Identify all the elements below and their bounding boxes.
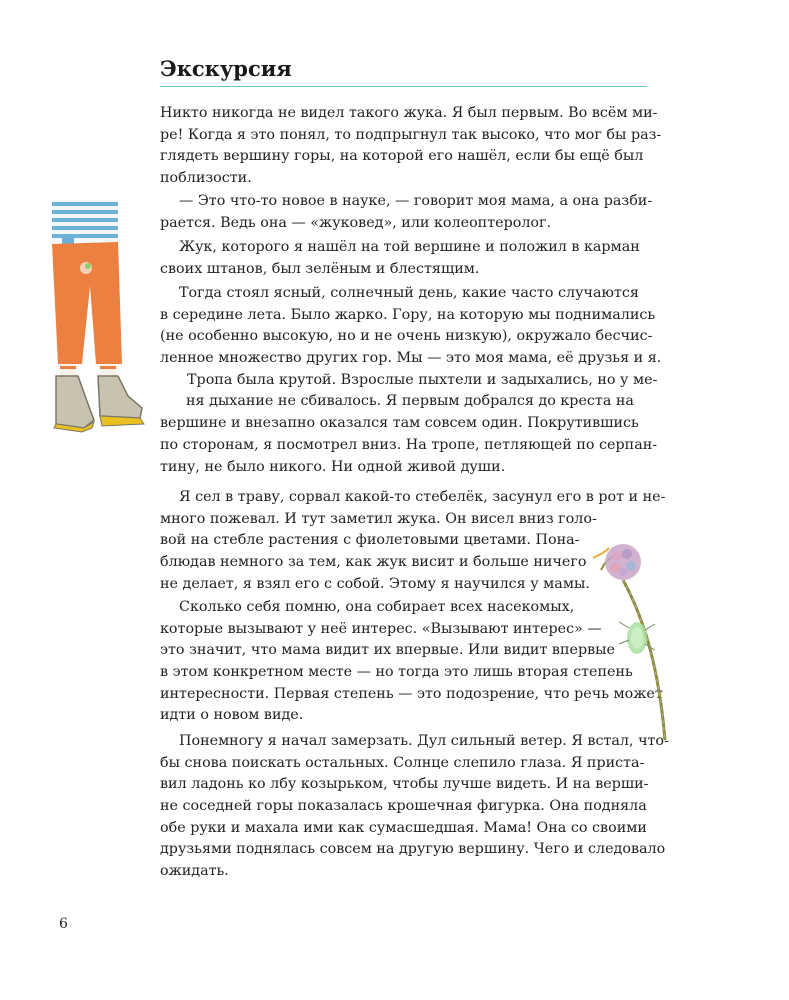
paragraph-5 [160,487,666,595]
text-line: Жук, которого я нашёл на той вершине и положил в карман [179,239,640,255]
text-line: — Это что-то новое в науке, — говорит моя мама, а она разби- [179,193,653,209]
boy-legs-illustration [44,196,164,436]
text-line: вил ладонь ко лбу козырьком, чтобы лучше видеть. И на верши- [160,776,649,793]
text-line: не делает, я взял его с собой. Этому я научился у мамы. [160,575,590,592]
title-rule [160,86,647,87]
paragraph-1 [160,103,662,190]
text-line: ня дыхание не сбивалось. Я первым добрался до креста на [186,393,634,410]
paragraph-3 [160,237,647,280]
text-line: глядеть вершину горы, на которой его нашёл, если бы ещё был [160,148,644,165]
text-line: (не особенно высокую, но и не очень низкую), окружало бесчис- [160,328,653,345]
page-number: 6 [59,916,68,932]
text-line: ре! Когда я это понял, то подпрыгнул так высоко, что мог бы раз- [160,126,662,143]
text-line: интересности. Первая степень — это подозрение, что речь может [160,685,663,702]
text-line: не соседней горы показалась крошечная фигурка. Она подняла [160,798,647,815]
text-line: ленное множество других гор. Мы — это моя мама, её друзья и я. [160,350,662,367]
text-line: тину, не было никого. Ни одной живой души. [160,458,506,475]
text-line: Я сел в траву, сорвал какой-то стебелёк, засунул его в рот и не- [179,489,666,505]
paragraph-4 [160,283,662,478]
text-line: в середине лета. Было жарко. Гору, на которую мы поднимались [160,306,656,323]
text-line: Тогда стоял ясный, солнечный день, какие часто случаются [179,285,639,301]
text-line: которые вызывают у неё интерес. «Вызывают интерес» — [160,620,602,637]
paragraph-6 [160,597,663,727]
text-line: блюдав немного за тем, как жук висит и больше ничего [160,554,587,571]
text-line: Сколько себя помню, она собирает всех насекомых, [179,599,575,615]
text-line: поблизости. [160,170,252,187]
text-line: обе руки и махала ими как сумасшедшая. Мама! Она со своими [160,819,647,836]
text-line: по сторонам, я посмотрел вниз. На тропе, петляющей по серпан- [160,436,658,453]
chapter-title: Экскурсия [160,56,292,81]
text-line: вой на стебле растения с фиолетовыми цветами. Пона- [160,532,580,549]
text-line: Тропа была крутой. Взрослые пыхтели и задыхались, но у ме- [187,371,658,388]
text-line: много пожевал. И тут заметил жука. Он висел вниз голо- [160,510,597,527]
text-line: ожидать. [160,863,229,880]
text-line: Понемногу я начал замерзать. Дул сильный ветер. Я встал, что- [179,733,669,749]
text-line: друзьями поднялась совсем на другую вершину. Чего и следовало [160,841,666,858]
text-line: Никто никогда не видел такого жука. Я был первым. Во всём ми- [160,105,658,121]
flower-with-beetle-illustration [585,540,675,740]
text-line: идти о новом виде. [160,707,304,724]
text-line: в этом конкретном месте — но тогда это лишь вторая степень [160,664,633,681]
text-line: рается. Ведь она — «жуковед», или колеоптеролог. [160,214,552,231]
paragraph-7 [160,731,669,883]
text-line: вершине и внезапно оказался там совсем один. Покрутившись [160,415,639,432]
text-line: бы снова поискать остальных. Солнце слепило глаза. Я приста- [160,754,645,771]
text-line: своих штанов, был зелёным и блестящим. [160,260,480,277]
paragraph-2 [160,191,653,234]
text-line: это значит, что мама видит их впервые. Или видит впервые [160,642,615,659]
